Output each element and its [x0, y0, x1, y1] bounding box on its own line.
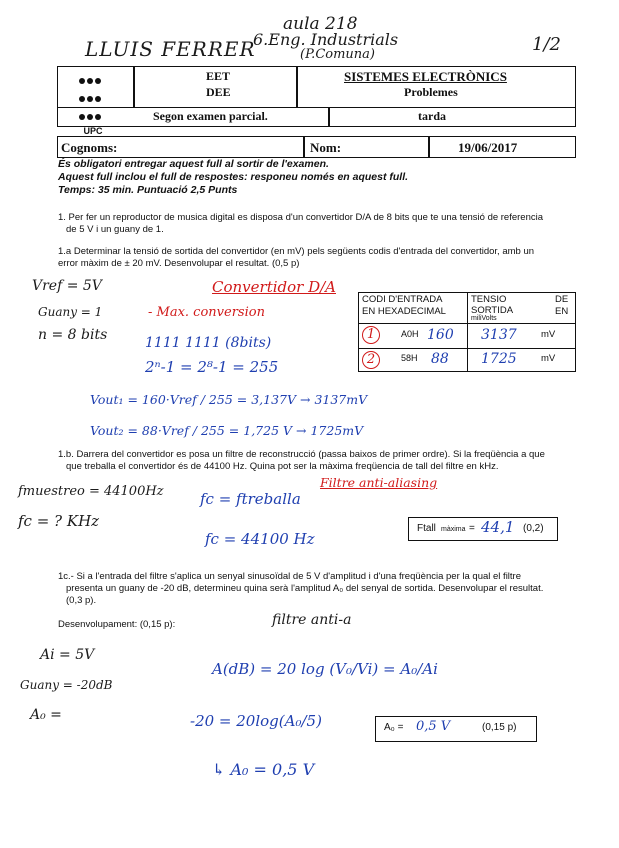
q1b-text-line1: 1.b. Darrera del convertidor es posa un filtre de reconstrucció (passa baixos de primer ordre). Si la freqüència a que — [58, 449, 545, 460]
name-label: Nom: — [310, 140, 342, 155]
hw-title-da: Convertidor D/A — [212, 278, 336, 296]
hw-filtre: filtre anti-a — [272, 612, 352, 628]
ftall-points: (0,2) — [523, 523, 544, 534]
instruction-2: Aquest full inclou el full de respostes: responeu només en aquest full. — [58, 171, 409, 183]
q1-text-line2: de 5 V i un guany de 1. — [66, 224, 164, 235]
q1a-text-line2: error màxim de ± 20 mV. Desenvolupar el resultat. (0,5 p) — [58, 258, 300, 269]
hw-fc-value: fc = 44100 Hz — [205, 530, 315, 548]
hw-vref: Vref = 5V — [32, 278, 102, 294]
ftall-answer: 44,1 — [481, 518, 515, 536]
ftall-equals: = — [469, 523, 475, 534]
instruction-1: És obligatori entregar aquest full al sortir de l'examen. — [58, 158, 329, 170]
ftall-answer-box — [408, 517, 558, 541]
codes-header-3b: EN — [555, 306, 569, 317]
hw-guany-db: Guany = -20dB — [20, 678, 113, 692]
row1-unit: mV — [541, 329, 556, 340]
q1b-text-line2: que treballa el convertidor és de 44100 Hz. Quina pot ser la màxima freqüencia de tall del filtre en kHz. — [66, 461, 499, 472]
row1-mv: 3137 — [481, 327, 517, 343]
a0-label: A₀ = — [384, 722, 404, 733]
instruction-3: Temps: 35 min. Puntuació 2,5 Punts — [58, 184, 238, 196]
hw-a0: A₀ = — [30, 707, 62, 723]
hw-gain: Guany = 1 — [38, 305, 103, 319]
row2-unit: mV — [541, 353, 556, 364]
codes-header-2b: SORTIDA — [471, 305, 514, 316]
codes-table — [358, 292, 576, 372]
row1-value: 160 — [427, 327, 454, 343]
header-table — [57, 66, 576, 168]
a0-points: (0,15 p) — [482, 722, 517, 733]
hw-vout2: Vout₂ = 88·Vref / 255 = 1,725 V → 1725mV — [90, 423, 364, 438]
row2-code: 58H — [401, 353, 418, 363]
hw-antialias: Filtre anti-aliasing — [320, 475, 438, 490]
ftall-label: Ftall — [417, 523, 436, 534]
row2-circle: 2 — [362, 351, 380, 369]
logo-label: UPC — [83, 126, 103, 136]
q1c-text-line1: 1c.- Si a l'entrada del filtre s'aplica un senyal sinusoïdal de 5 V d'amplitud i d'una freqüència per la qual el filtre — [58, 571, 521, 582]
exam-session: tarda — [418, 109, 446, 123]
hw-formula: 2ⁿ-1 = 2⁸-1 = 255 — [145, 358, 279, 376]
hw-fmuestreo: fmuestreo = 44100Hz — [18, 484, 164, 499]
handwritten-degree: 6.Eng. Industrials — [253, 30, 399, 49]
hw-adb: A(dB) = 20 log (V₀/Vi) = A₀/Ai — [212, 660, 438, 678]
handwritten-page: 1/2 — [532, 34, 561, 55]
q1a-text-line1: 1.a Determinar la tensió de sortida del convertidor (en mV) pels següents codis d'entrada del convertidor, amb un — [58, 246, 535, 257]
handwritten-degree-sub: (P.Comuna) — [300, 47, 375, 62]
hw-vout1: Vout₁ = 160·Vref / 255 = 3,137V → 3137mV — [90, 392, 368, 407]
codes-header-3a: DE — [555, 294, 569, 305]
header-row-3 — [57, 136, 576, 158]
row1-code: A0H — [401, 329, 419, 339]
row2-mv: 1725 — [481, 351, 517, 367]
codes-header-2c: miliVolts — [471, 315, 497, 322]
hw-ai: Ai = 5V — [40, 647, 95, 663]
dev-label: Desenvolupament: (0,15 p): — [58, 619, 176, 630]
row1-circle: 1 — [362, 326, 380, 344]
a0-answer-box — [375, 716, 537, 742]
hw-fc-question: fc = ? KHz — [18, 512, 100, 530]
codes-header-1a: CODI D'ENTRADA — [362, 294, 443, 305]
hw-nbits: n = 8 bits — [38, 327, 108, 343]
dept-eet: EET — [206, 69, 231, 83]
q1c-text-line3: (0,3 p). — [66, 595, 97, 606]
handwritten-aula: aula 218 — [283, 14, 358, 34]
hw-bits: 1111 1111 (8bits) — [145, 335, 272, 351]
hw-fc-eq: fc = ftreballa — [200, 490, 301, 508]
course-title: SISTEMES ELECTRÒNICS — [344, 69, 507, 84]
ftall-sub: màxima — [441, 526, 466, 533]
header-row-2 — [57, 107, 576, 127]
handwritten-student-name: LLUIS FERRER — [85, 37, 256, 61]
codes-header-1b: EN HEXADECIMAL — [362, 306, 446, 317]
dept-dee: DEE — [206, 85, 231, 99]
exam-name: Segon examen parcial. — [153, 109, 268, 123]
surname-label: Cognoms: — [61, 140, 118, 155]
hw-max-conv: - Max. conversion — [148, 305, 265, 320]
hw-result: ↳ A₀ = 0,5 V — [212, 760, 315, 779]
hw-eq2: -20 = 20log(A₀/5) — [190, 712, 322, 730]
q1c-text-line2: presenta un guany de -20 dB, determineu quina serà l'amplitud A₀ del senyal de sortida. Desenvolupar el resultat. — [66, 583, 544, 594]
a0-answer: 0,5 V — [416, 719, 451, 734]
row2-value: 88 — [431, 351, 449, 367]
q1-text-line1: 1. Per fer un reproductor de musica digital es disposa d'un convertidor D/A de 8 bits que te una tensió de referencia — [58, 212, 544, 223]
codes-header-2a: TENSIO — [471, 294, 507, 305]
exam-date: 19/06/2017 — [458, 140, 518, 155]
course-type: Problemes — [404, 85, 458, 99]
